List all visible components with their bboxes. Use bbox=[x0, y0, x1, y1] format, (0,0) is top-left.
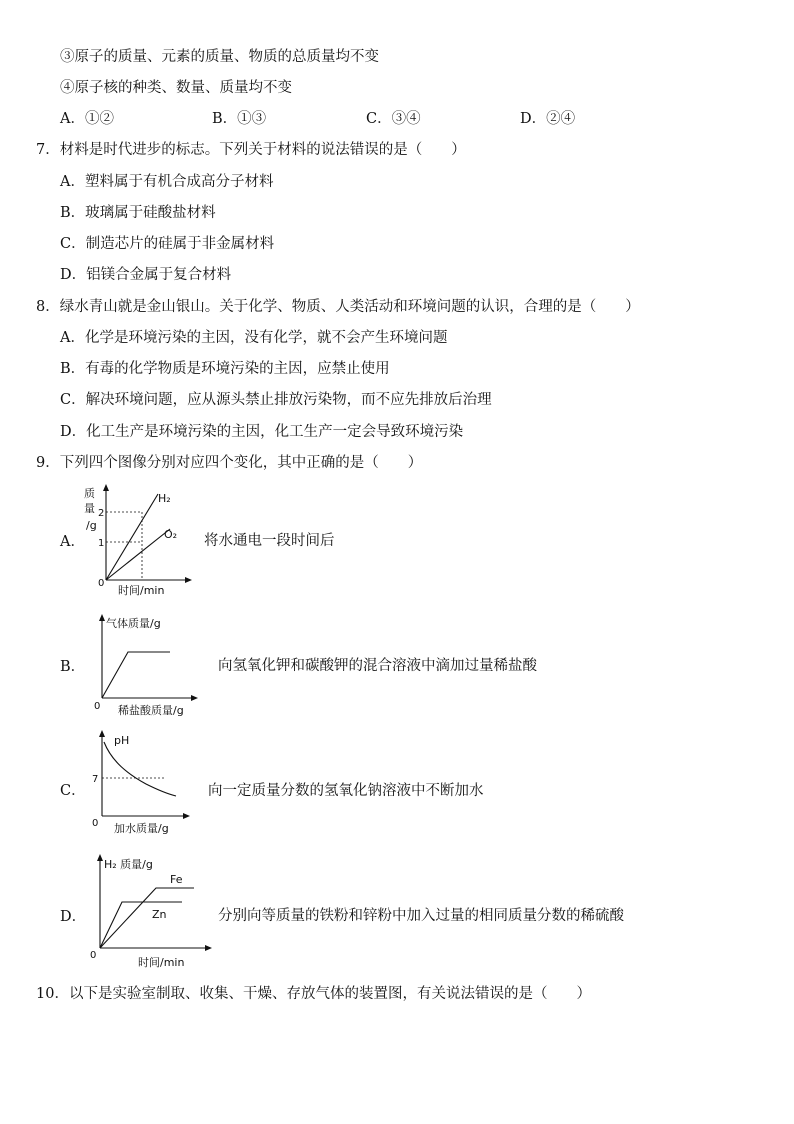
graph-a-ytick-1: 1 bbox=[98, 538, 105, 549]
q8-stem: 8．绿水青山就是金山银山。关于化学、物质、人类活动和环境问题的认识，合理的是（ ） bbox=[36, 299, 640, 315]
graph-a-ylabel-3: /g bbox=[86, 519, 97, 532]
graph-b-xlabel: 稀盐酸质量/g bbox=[118, 704, 184, 717]
q6-option-a[interactable]: A．①② bbox=[60, 111, 114, 127]
q8-option-b[interactable]: B．有毒的化学物质是环境污染的主因，应禁止使用 bbox=[60, 361, 390, 377]
graph-d-origin: 0 bbox=[90, 950, 97, 961]
q8-option-a[interactable]: A．化学是环境污染的主因，没有化学，就不会产生环境问题 bbox=[60, 330, 448, 346]
graph-a-xlabel: 时间/min bbox=[118, 584, 165, 597]
q9-graph-d bbox=[86, 852, 216, 972]
q6-option-d[interactable]: D．②④ bbox=[520, 111, 576, 127]
graph-a-label-o2: O₂ bbox=[164, 528, 178, 541]
graph-a-ylabel-2: 量 bbox=[84, 502, 95, 515]
graph-c-ylabel: pH bbox=[114, 734, 130, 747]
q9-graph-b bbox=[88, 612, 208, 718]
q6-options bbox=[0, 107, 794, 127]
graph-b-x-arrow bbox=[191, 695, 198, 701]
q6-item-4: ④原子核的种类、数量、质量均不变 bbox=[60, 80, 292, 96]
q9-option-b-letter[interactable]: B． bbox=[60, 659, 86, 675]
q6-item-3: ③原子的质量、元素的质量、物质的总质量均不变 bbox=[60, 49, 379, 65]
graph-d-y-arrow bbox=[97, 854, 103, 861]
graph-b-curve bbox=[102, 652, 170, 698]
graph-d-x-arrow bbox=[205, 945, 212, 951]
q8-option-d[interactable]: D．化工生产是环境污染的主因，化工生产一定会导致环境污染 bbox=[60, 424, 464, 440]
q7-option-b[interactable]: B．玻璃属于硅酸盐材料 bbox=[60, 205, 216, 221]
q9-option-a-letter[interactable]: A． bbox=[60, 534, 85, 550]
q9-stem: 9．下列四个图像分别对应四个变化，其中正确的是（ ） bbox=[36, 455, 423, 471]
graph-a-label-h2: H₂ bbox=[158, 492, 171, 505]
graph-b-ylabel: 气体质量/g bbox=[106, 617, 161, 630]
graph-a-line-o2 bbox=[106, 529, 170, 580]
q9-graph-c bbox=[88, 728, 198, 838]
graph-c-xlabel: 加水质量/g bbox=[114, 822, 169, 835]
graph-a-ylabel-1: 质 bbox=[84, 487, 95, 500]
q7-stem: 7．材料是时代进步的标志。下列关于材料的说法错误的是（ ） bbox=[36, 142, 466, 158]
q9-option-c-letter[interactable]: C． bbox=[60, 783, 86, 799]
graph-a-origin: 0 bbox=[98, 578, 105, 589]
graph-d-ylabel: H₂ 质量/g bbox=[104, 858, 153, 871]
graph-d-line-zn bbox=[100, 902, 182, 948]
q9-option-a-desc: 将水通电一段时间后 bbox=[204, 533, 335, 549]
graph-b-y-arrow bbox=[99, 614, 105, 621]
graph-c-x-arrow bbox=[183, 813, 190, 819]
q9-option-b-desc: 向氢氧化钾和碳酸钾的混合溶液中滴加过量稀盐酸 bbox=[218, 658, 537, 674]
q6-option-b[interactable]: B．①③ bbox=[212, 111, 267, 127]
graph-d-xlabel: 时间/min bbox=[138, 956, 185, 969]
q9-option-d-desc: 分别向等质量的铁粉和锌粉中加入过量的相同质量分数的稀硫酸 bbox=[218, 908, 624, 924]
q7-option-d[interactable]: D．铝镁合金属于复合材料 bbox=[60, 267, 232, 283]
graph-a-ytick-2: 2 bbox=[98, 508, 105, 519]
graph-c-ytick-7: 7 bbox=[92, 774, 99, 785]
graph-c-y-arrow bbox=[99, 730, 105, 737]
graph-a-x-arrow bbox=[185, 577, 192, 583]
graph-a-y-arrow bbox=[103, 484, 109, 491]
graph-d-label-fe: Fe bbox=[170, 873, 183, 886]
graph-a-line-h2 bbox=[106, 494, 158, 580]
graph-c-origin: 0 bbox=[92, 818, 99, 829]
q8-option-c[interactable]: C．解决环境问题，应从源头禁止排放污染物，而不应先排放后治理 bbox=[60, 392, 492, 408]
graph-c-curve bbox=[104, 742, 176, 796]
q9-graph-a bbox=[78, 482, 198, 597]
graph-d-label-zn: Zn bbox=[152, 908, 167, 921]
q10-stem: 10．以下是实验室制取、收集、干燥、存放气体的装置图，有关说法错误的是（ ） bbox=[36, 986, 591, 1002]
q7-option-a[interactable]: A．塑料属于有机合成高分子材料 bbox=[60, 174, 274, 190]
q9-option-c-desc: 向一定质量分数的氢氧化钠溶液中不断加水 bbox=[208, 783, 484, 799]
graph-b-origin: 0 bbox=[94, 701, 101, 712]
q7-option-c[interactable]: C．制造芯片的硅属于非金属材料 bbox=[60, 236, 275, 252]
q6-option-c[interactable]: C．③④ bbox=[366, 111, 421, 127]
q9-option-d-letter[interactable]: D． bbox=[60, 909, 87, 925]
